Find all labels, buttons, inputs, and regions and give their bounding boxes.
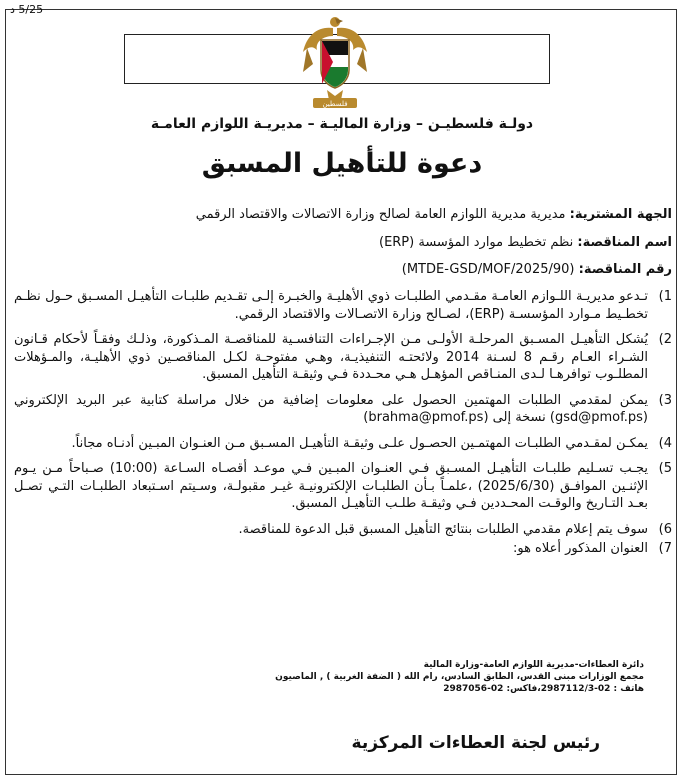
address-line-3: هاتف : 02-2987112/3،فاكس: 02-2987056 (443, 684, 644, 694)
clause-number: 4) (658, 435, 672, 451)
clause-number: 7) (658, 541, 672, 556)
clauses-list (14, 288, 672, 566)
address-block (275, 659, 644, 695)
clause-item (14, 521, 672, 539)
clause-number: 1) (658, 289, 672, 304)
procuring-entity-value: مديرية مديرية اللوازم العامة لصالح وزارة الاتصالات والاقتصاد الرقمي (195, 207, 566, 222)
clause-number: 2) (658, 332, 672, 347)
clause-item (14, 460, 672, 513)
clause-number: 3) (658, 392, 672, 408)
tender-number (12, 262, 672, 278)
clause-text: سوف يتم إعلام مقدمي الطلبات بنتائج التأهيل المسبق قبل الدعوة للمناقصة. (238, 521, 648, 537)
procuring-entity-label: الجهة المشترية: (569, 207, 672, 222)
clause-item (14, 331, 672, 384)
signature-title: رئيس لجنة العطاءات المركزية (351, 733, 600, 753)
clause-item (14, 288, 672, 323)
clause-number: 5) (658, 461, 672, 476)
page-number: 5/25 د (10, 3, 44, 16)
palestine-eagle-emblem-icon (299, 12, 371, 112)
clause-text: يمكـن لمقـدمي الطلبـات المهتمـين الحصـول علـى وثيقـة التأهيـل المسـبق مـن العنـوان المبـين أدنـاه مجاناً. (71, 435, 648, 451)
clause-text: تـدعو مديريـة اللـوازم العامـة مقـدمي الطلبـات ذوي الأهليـة والخبـرة إلـى تقـديم طلبـات التأهيـل المسـبق حـول نظـم تخطـيط مـوارد المؤسسـة (ERP)، لصـالح وزارة الاتصـالات والاقتصاد الرقمي. (14, 289, 648, 322)
page-title: دعوة للتأهيل المسبق (201, 148, 483, 179)
address-line-1: دائرة العطاءات-مديرية اللوازم العامة-وزارة المالية (423, 660, 644, 670)
tender-name-label: اسم المناقصة: (577, 235, 672, 250)
clause-text: يمكن لمقدمي الطلبات المهتمين الحصول على معلومات إضافية من خلال مراسلة كتابية عبر البريد الإلكتروني (gsd@pmof.ps) نسخة إلى (brahma@pmof.ps) (14, 392, 648, 425)
clause-item (14, 435, 672, 453)
clause-text: يجـب تسـليم طلبـات التأهيـل المسـبق فـي العنـوان المبـين فـي موعـد أقصـاه السـاعة (10:00) صـباحاً مـن يـوم الإثنـين الموافـق (2025/6/30) ،علمـاً بـأن الطلبـات الإلكترونيـة غيـر مقبولـة، وسـيتم اسـتبعاد الطلبـات التـي تصـل بعـد التـاريخ والوقـت المحـددين فـي وثيقـة طلـب التأهيـل المسبق. (14, 461, 648, 511)
procuring-entity (12, 207, 672, 223)
emblem-banner-text: فلسطين (322, 100, 348, 108)
clause-item (14, 392, 672, 427)
clause-item (14, 540, 672, 558)
tender-name (12, 235, 672, 251)
tender-number-value: (MTDE-GSD/MOF/2025/90) (401, 262, 575, 277)
tender-name-value: نظم تخطيط موارد المؤسسة (ERP) (378, 235, 574, 250)
clause-text: يُشكل التأهيـل المسـبق المرحلـة الأولـى مـن الإجـراءات التنافسـية للمناقصـة المـذكورة، وذلـك وفقـاً لأحكام قـانون الشـراء العـام رقـم 8 لسـنة 2014 ولائحتـه التنفيذيـة، وهـي مفتوحـة لكـل المناقصـين ذوي الأهليـة، والمـؤهلات المطلـوب توافرهـا لـدى المنـاقص المؤهـل هـي محـددة فـي وثيقـة التأهيل المسبق. (14, 332, 648, 382)
state-line: دولـة فلسطيـن – وزارة الماليـة – مديريـة اللوازم العامـة (150, 116, 534, 132)
clause-number: 6) (658, 521, 672, 537)
address-line-2: مجمع الوزارات مبنى القدس، الطابق السادس، رام الله ( الضفة الغربية ) , الماصيون (275, 672, 644, 682)
clause-text: العنوان المذكور أعلاه هو: (512, 541, 648, 556)
tender-number-label: رقم المناقصة: (578, 262, 672, 277)
